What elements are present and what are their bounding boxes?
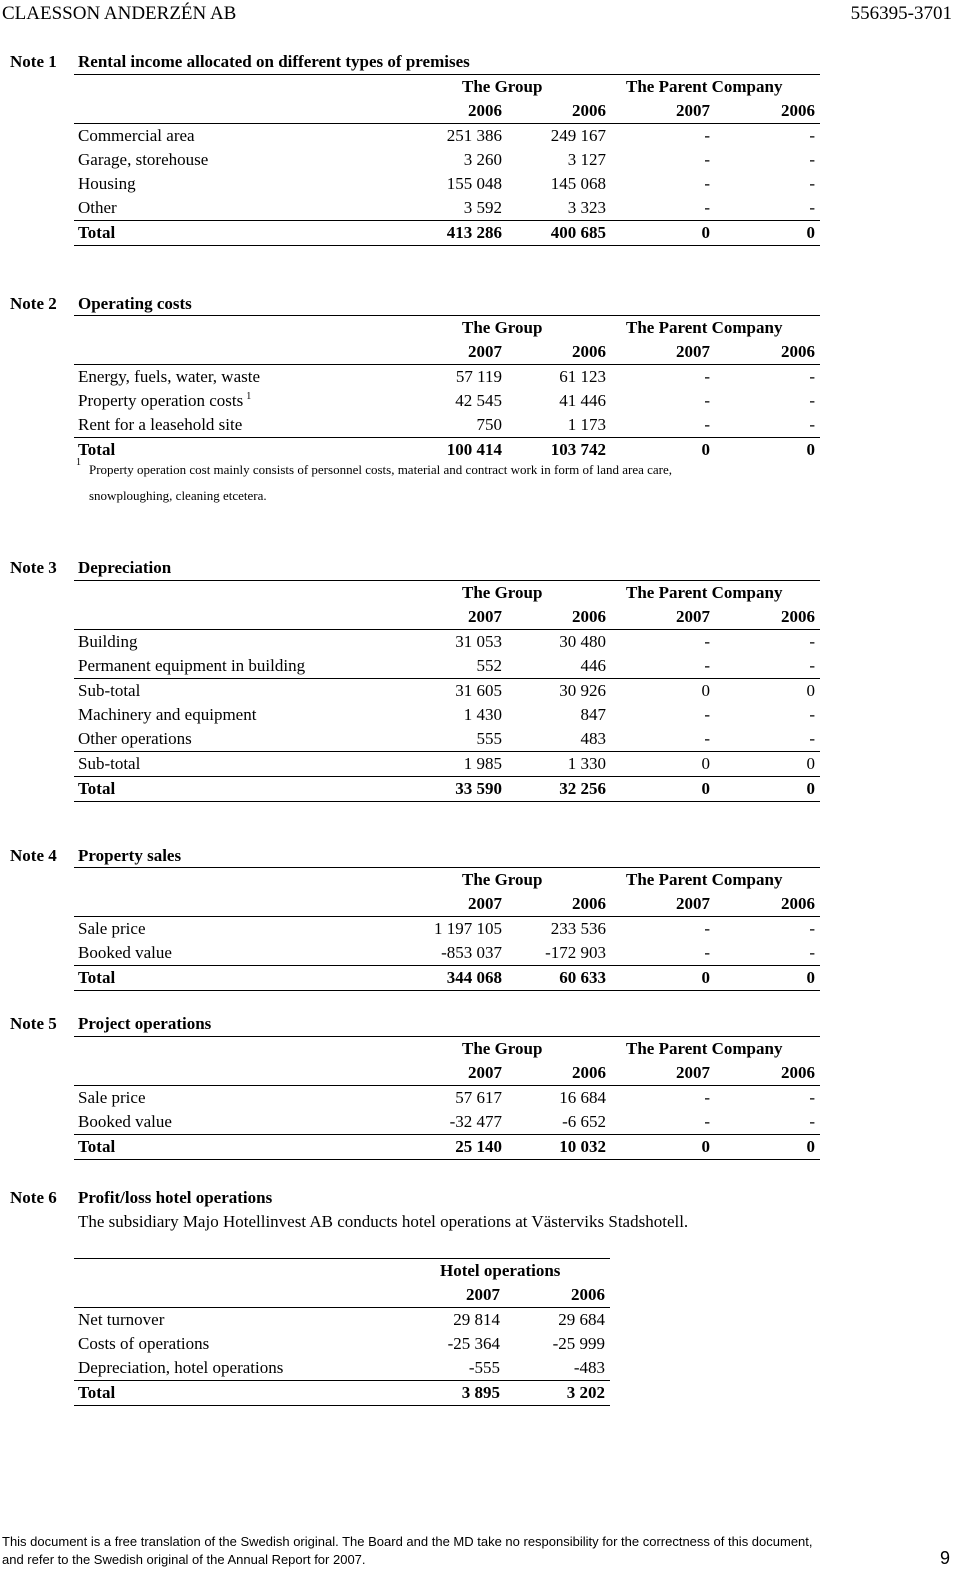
note-6-label: Note 6 [10, 1188, 57, 1207]
parent-header: The Parent Company [626, 77, 783, 96]
table-row: Property operation costs $^1$ 42 545 41 446 - - [78, 391, 815, 410]
table-row: Sub-total 31 605 30 926 0 0 [78, 681, 815, 700]
note-6-title: Profit/loss hotel operations [78, 1188, 273, 1207]
note-6-text: The subsidiary Majo Hotellinvest AB conducts hotel operations at Västerviks Stadshotell. [78, 1212, 689, 1231]
footer-line-1: This document is a free translation of the Swedish original. The Board and the MD take no responsibility for the correctness of this document, [2, 1534, 813, 1549]
note-3-label: Note 3 [10, 558, 57, 577]
note-2-table: The Group The Parent Company 2007 2006 2007 2006 Energy, fuels, water, waste 57 119 61 123 - - Property operation costs $^1$ 42 545 41 446 - - Rent for a leasehold site 750 1 173 - - Total 100 414 103 742 0 0 [74, 315, 820, 462]
table-row: Net turnover 29 814 29 684 [78, 1310, 605, 1329]
footnote-line-2: snowploughing, cleaning etcetera. [89, 488, 267, 503]
table-row: Sub-total 1 985 1 330 0 0 [74, 752, 820, 777]
note-2-title: Operating costs [78, 294, 192, 313]
table-row: Machinery and equipment 1 430 847 - - [78, 705, 815, 724]
table-row: Sale price 57 617 16 684 - - [78, 1088, 815, 1107]
table-row: Permanent equipment in building 552 446 - - [74, 654, 820, 679]
note-5-table: The Group The Parent Company 2007 2006 2007 2006 Sale price 57 617 16 684 - - Booked value -32 477 -6 652 - - Total 25 140 10 032 0 0 [74, 1036, 820, 1160]
table-row: Other 3 592 3 323 - - [74, 196, 820, 221]
note-1-label: Note 1 [10, 52, 57, 71]
page-number: 9 [939, 1548, 950, 1568]
note-3-title: Depreciation [78, 558, 172, 577]
footnote-mark: 1 [76, 457, 81, 468]
total-row: Total 413 286 400 685 0 0 [74, 221, 820, 246]
table-row: Depreciation, hotel operations -555 -483 [74, 1356, 610, 1381]
table-row: Other operations 555 483 - - [74, 727, 820, 752]
hotel-ops-header: Hotel operations [440, 1261, 561, 1280]
table-row: Rent for a leasehold site 750 1 173 - - [74, 413, 820, 438]
total-row: Total 3 895 3 202 [74, 1381, 610, 1406]
table-row: Booked value -853 037 -172 903 - - [74, 941, 820, 966]
footnote-ref: 1 [246, 391, 252, 403]
group-header: The Group [462, 77, 543, 96]
total-row: Total 25 140 10 032 0 0 [74, 1135, 820, 1160]
note-4-table: The Group The Parent Company 2007 2006 2007 2006 Sale price 1 197 105 233 536 - - Booked value -853 037 -172 903 - - Total 344 068 60 633 0 0 [74, 867, 820, 991]
table-row: Garage, storehouse 3 260 3 127 - - [78, 150, 815, 169]
org-number: 556395-3701 [850, 3, 952, 24]
table-row: Booked value -32 477 -6 652 - - [74, 1110, 820, 1135]
total-row: Total 344 068 60 633 0 0 [74, 966, 820, 991]
table-row: Housing 155 048 145 068 - - [78, 174, 815, 193]
footer-line-2: and refer to the Swedish original of the Annual Report for 2007. [2, 1552, 366, 1567]
year-row: 2006 2006 2007 2006 [74, 99, 820, 124]
note-1-table [74, 74, 820, 246]
company-name: CLAESSON ANDERZÉN AB [2, 3, 237, 24]
note-5-label: Note 5 [10, 1014, 57, 1033]
footnote-line-1: Property operation cost mainly consists of personnel costs, material and contract work in form of land area care, [89, 462, 673, 477]
note-4-title: Property sales [78, 846, 182, 865]
note-3-table: The Group The Parent Company 2007 2006 2007 2006 Building 31 053 30 480 - - Permanent equipment in building 552 446 - - Sub-total 31 605 30 926 0 0 Machinery and equipment 1 430 847 - - Other operations 555 483 - - Sub-total 1 985 1 330 0 0 Total 33 590 32 256 0 0 [74, 580, 820, 802]
table-row: Energy, fuels, water, waste 57 119 61 123 - - [78, 367, 815, 386]
note-2-label: Note 2 [10, 294, 57, 313]
note-4-label: Note 4 [10, 846, 57, 865]
note-6-table: Hotel operations 2007 2006 Net turnover 29 814 29 684 Costs of operations -25 364 -25 999 Depreciation, hotel operations -555 -483 Total 3 895 3 202 [74, 1258, 610, 1406]
total-row: Total 100 414 103 742 0 0 [78, 440, 815, 459]
table-row: Building 31 053 30 480 - - [78, 632, 815, 651]
total-row: Total 33 590 32 256 0 0 [74, 777, 820, 802]
table-row: Costs of operations -25 364 -25 999 [78, 1334, 605, 1353]
note-1-title: Rental income allocated on different types of premises [78, 52, 470, 71]
table-row: Commercial area 251 386 249 167 - - [78, 126, 815, 145]
table-row: Sale price 1 197 105 233 536 - - [78, 919, 815, 938]
note-5-title: Project operations [78, 1014, 212, 1033]
